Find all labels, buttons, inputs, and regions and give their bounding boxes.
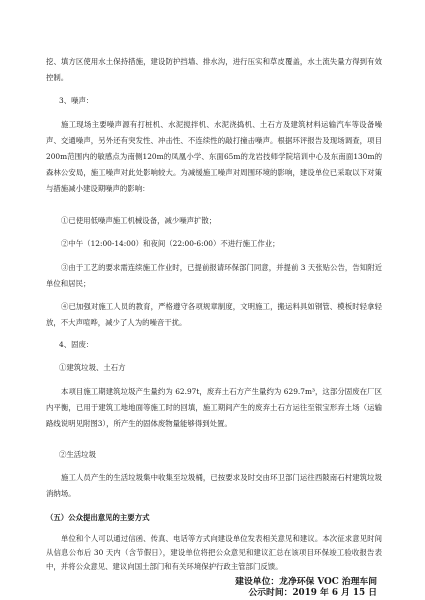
publication-date: 公示时间：2019 年 6 月 15 日: [248, 588, 377, 598]
noise-measure-2: ②中午（12:00-14:00）和夜间（22:00-6:00）不进行施工作业；: [61, 239, 280, 248]
domestic-waste-paragraph: 施工人员产生的生活垃圾集中收集至垃圾桶，已按要求及时交由环卫部门运往西陂南石村建筑垃圾消纳场。: [46, 473, 382, 498]
noise-heading: 3、噪声：: [59, 96, 94, 105]
public-opinion-heading: （五）公众提出意见的主要方式: [46, 513, 150, 522]
public-opinion-paragraph: 单位和个人可以通过信函、传真、电话等方式向建设单位发表相关意见和建议。本次征求意见时间从信息公布后 30 天内（含节假日），建设单位将把公众意见和建议汇总在该项目环保竣工验收报告表中，并将公众意见、建议向国土部门和有关环境保护行政主管部门反馈。: [46, 534, 382, 571]
noise-measure-3: ③由于工艺的要求需连续施工作业时，已提前报请环保部门同意，并提前 3 天张贴公告，告知附近单位和居民；: [46, 263, 382, 288]
domestic-waste-label: ②生活垃圾: [59, 450, 96, 459]
construction-unit: 建设单位：龙净环保 VOC 治理车间: [235, 577, 377, 587]
construction-waste-label: ①建筑垃圾、土石方: [59, 363, 126, 372]
noise-measure-4: ④已加强对施工人员的教育，严格遵守各项规章制度，文明施工，搬运料具如钢管、模板时轻拿轻放，不大声喧哗，减少了人为的噪音干扰。: [46, 302, 382, 327]
noise-paragraph: 施工现场主要噪声源有打桩机、水泥搅拌机、水泥浇捣机、土石方及建筑材料运输汽车等设备噪声、交通噪声，另外还有突发性、冲击性、不连续性的敲打撞击噪声。根据环评报告及现场调查，项目200m范围内的敏感点为南侧120m的凤凰小学、东面65m的龙岩技师学院培训中心及东南面130m的森林公安局，施工噪声对此处影响较大。为减缓施工噪声对周围环境的影响，建设单位已采取以下对策与措施减小建设期噪声的影响：: [46, 120, 382, 193]
solid-waste-heading: 4、固废：: [59, 340, 94, 349]
intro-paragraph: 挖、填方区使用水土保持措施，建设防护挡墙、排水沟，进行压实和草皮覆盖，水土流失量方得到有效控制。: [46, 57, 382, 82]
construction-waste-paragraph: 本项目施工期建筑垃圾产生量约为 62.97t，废弃土石方产生量约为 629.7m³，这部分固废在厂区内平衡，已用于建筑工地地面等施工时的回填，施工期间产生的废弃土石方运往至银宝形弃土场（运输路线说明见附图3），所产生的固体废物量能够得到处置。: [46, 387, 382, 428]
noise-measure-1: ①已使用低噪声施工机械设备，减少噪声扩散；: [61, 216, 217, 225]
